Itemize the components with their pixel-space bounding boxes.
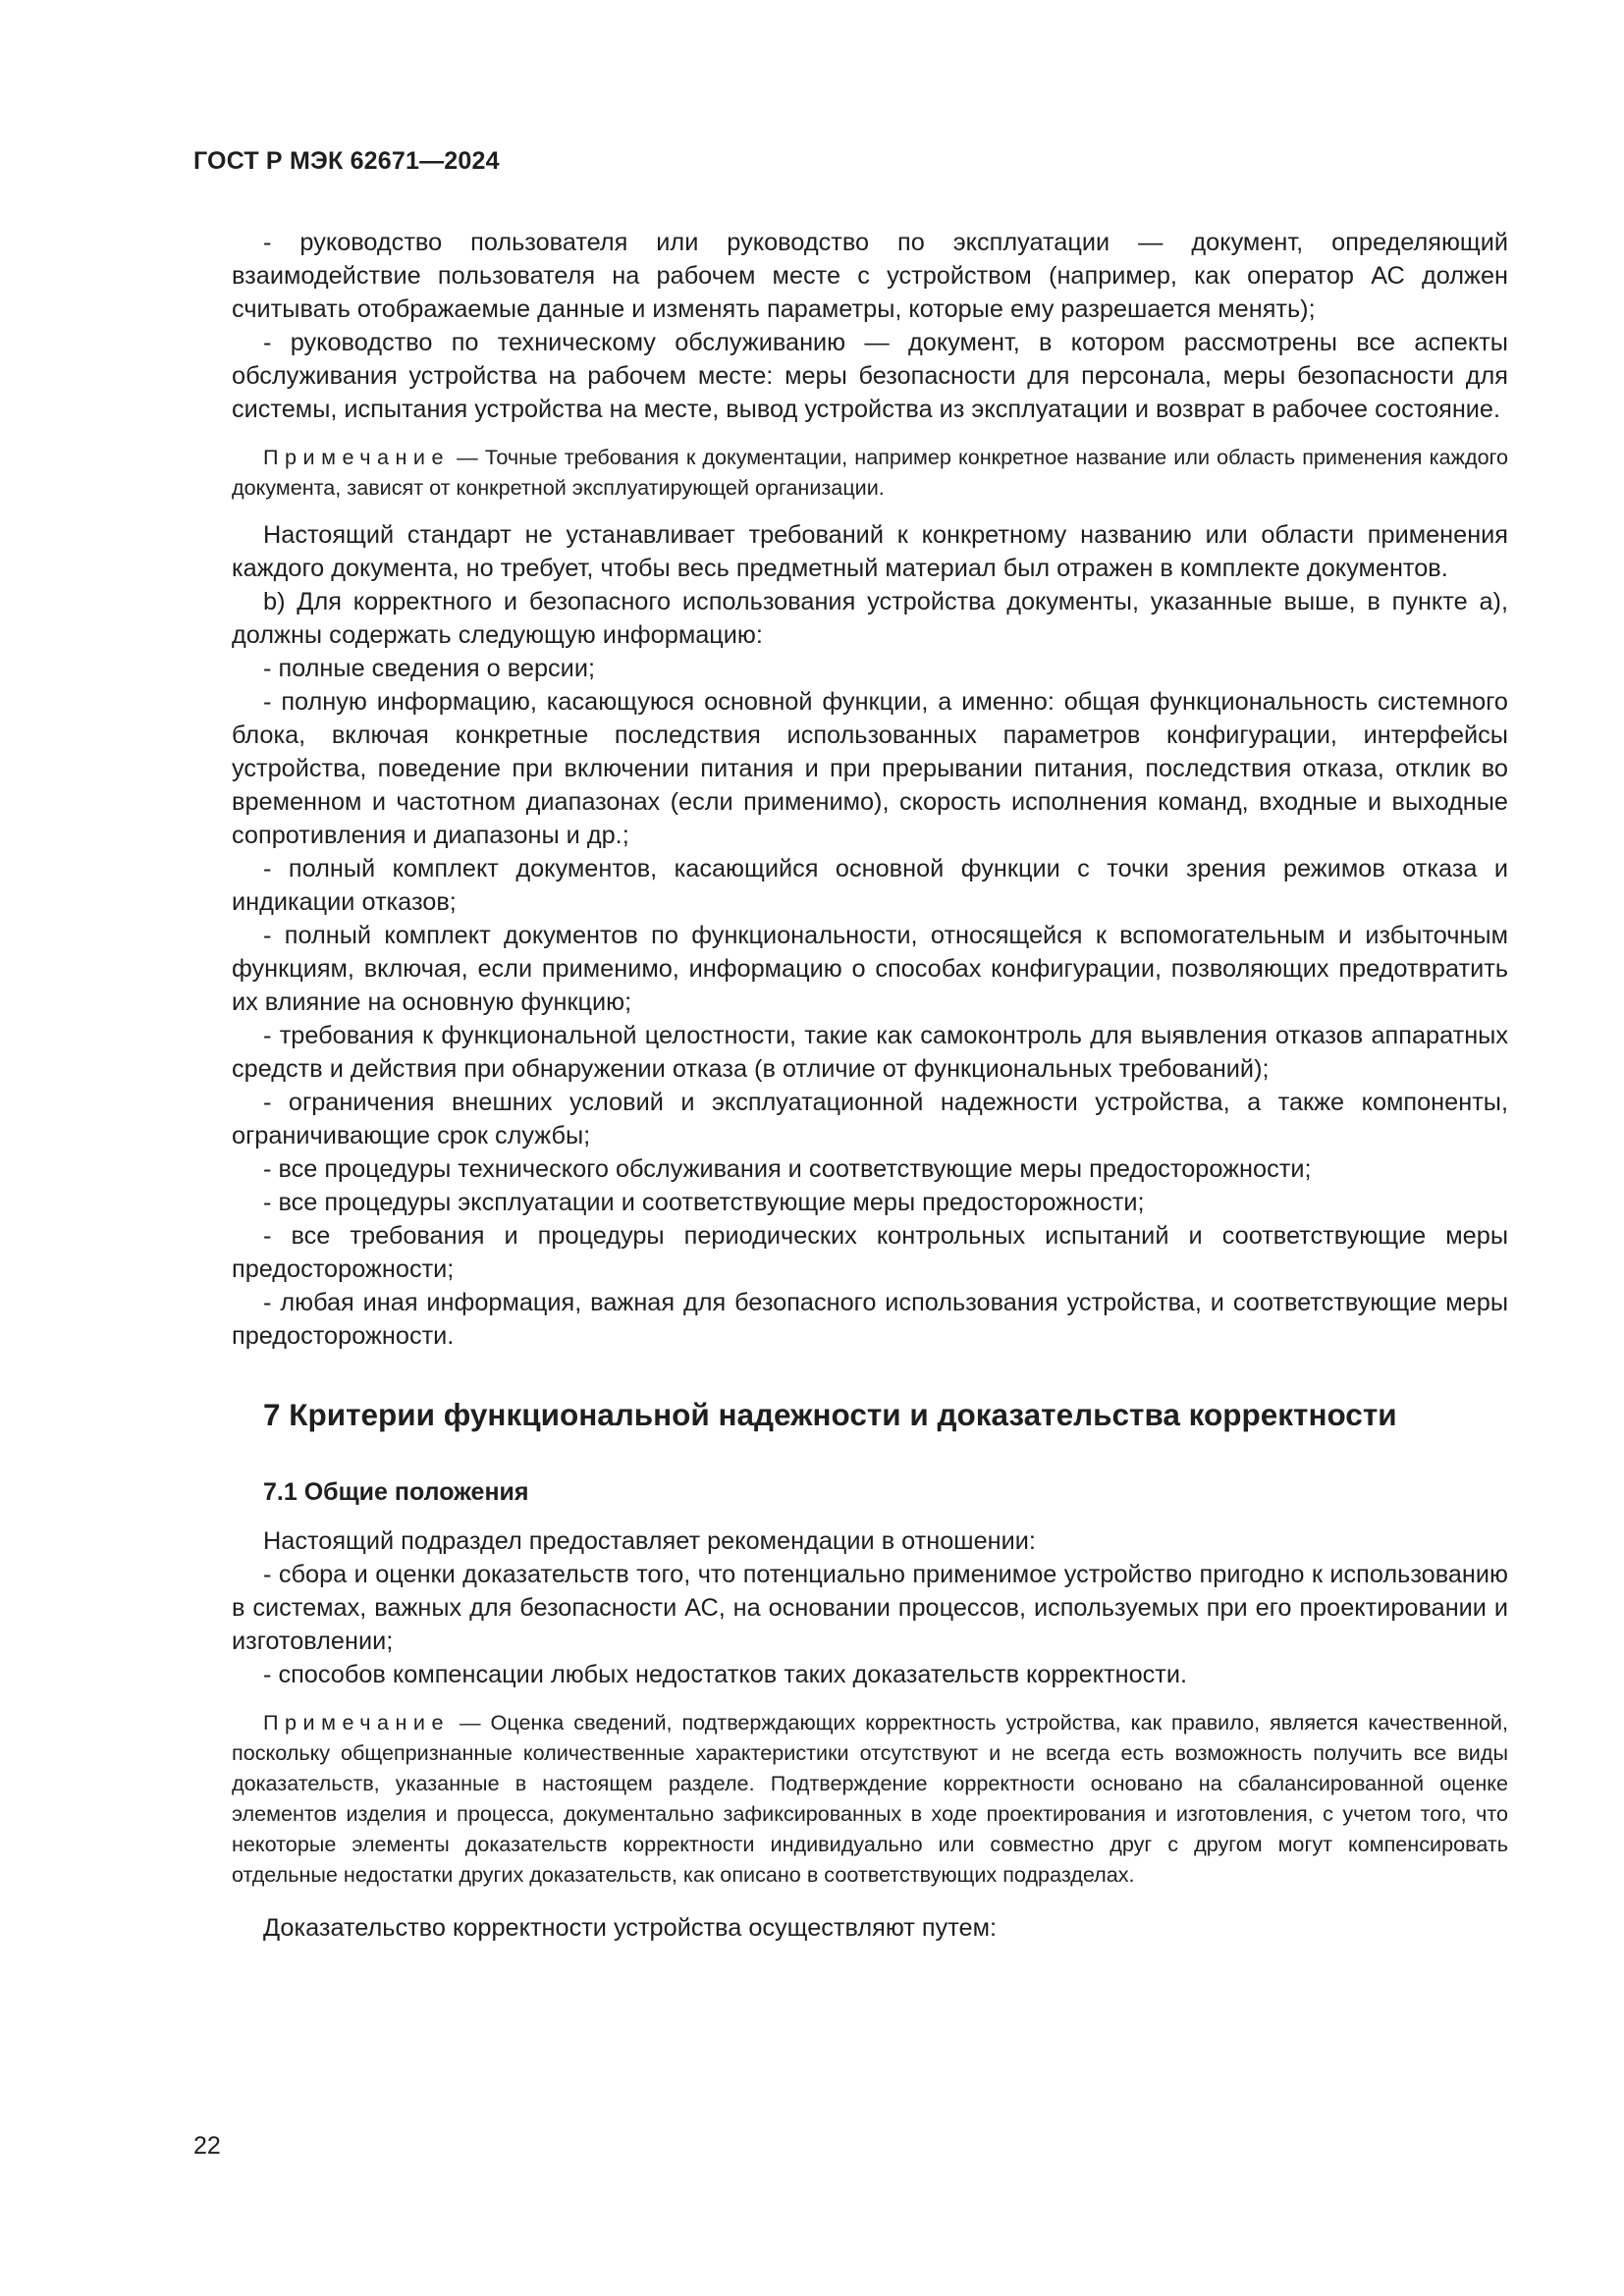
list-item: - все процедуры эксплуатации и соответствующие меры предосторожности; bbox=[263, 1189, 1145, 1216]
note bbox=[232, 442, 1508, 503]
note-label: Примечание bbox=[263, 445, 450, 469]
paragraph: Доказательство корректности устройства осуществляют путем: bbox=[263, 1914, 997, 1942]
list-item: - любая иная информация, важная для безопасного использования устройства, и соответствующие меры предосторожности. bbox=[232, 1289, 1508, 1350]
note-text: — Оценка сведений, подтверждающих корректность устройства, как правило, является качественной, поскольку общепризнанные количественные характеристики отсутствуют и не всегда есть возможность получить все виды доказательств, указанные в настоящем разделе. Подтверждение корректности основано на сбалансированной оценке элементов изделия и процесса, документально зафиксированных в ходе проектирования и изготовления, с учетом того, что некоторые элементы доказательств корректности индивидуально или совместно друг с другом могут компенсировать отдельные недостатки других доказательств, как описано в соответствующих подразделах. bbox=[232, 1710, 1508, 1887]
paragraph: Настоящий подраздел предоставляет рекомендации в отношении: bbox=[263, 1527, 1036, 1555]
note-text: — Точные требования к документации, например конкретное название или область применения каждого документа, зависят от конкретной эксплуатирующей организации. bbox=[232, 445, 1508, 500]
list-item: - руководство по техническому обслуживанию — документ, в котором рассмотрены все аспекты обслуживания устройства на рабочем месте: меры безопасности для персонала, меры безопасности для системы, испытания устройства на месте, вывод устройства из эксплуатации и возврат в рабочее состояние. bbox=[232, 329, 1508, 423]
list-item: - все процедуры технического обслуживания и соответствующие меры предосторожности; bbox=[263, 1155, 1312, 1183]
list-item: - полный комплект документов по функциональности, относящейся к вспомогательным и избыточным функциям, включая, если применимо, информацию о способах конфигурации, позволяющих предотвратить их влияние на основную функцию; bbox=[232, 922, 1508, 1016]
list-item: - все требования и процедуры периодических контрольных испытаний и соответствующие меры предосторожности; bbox=[232, 1222, 1508, 1283]
list-item: - ограничения внешних условий и эксплуатационной надежности устройства, а также компоненты, ограничивающие срок службы; bbox=[232, 1089, 1508, 1149]
list-item: - руководство пользователя или руководство по эксплуатации — документ, определяющий взаимодействие пользователя на рабочем месте с устройством (например, как оператор АС должен считывать отображаемые данные и изменять параметры, которые ему разрешается менять); bbox=[232, 229, 1508, 323]
note-label: Примечание bbox=[263, 1710, 450, 1735]
list-item: - полные сведения о версии; bbox=[263, 655, 595, 682]
document-header: ГОСТ Р МЭК 62671—2024 bbox=[193, 147, 500, 175]
list-item: - полный комплект документов, касающийся основной функции с точки зрения режимов отказа и индикации отказов; bbox=[232, 855, 1508, 916]
document-body bbox=[232, 226, 1508, 1945]
list-item: - сбора и оценки доказательств того, что потенциально применимое устройство пригодно к использованию в системах, важных для безопасности АС, на основании процессов, используемых при его проектировании и изготовлении; bbox=[232, 1561, 1508, 1655]
section-7-heading: 7 Критерии функциональной надежности и доказательства корректности bbox=[263, 1397, 1397, 1432]
note bbox=[232, 1707, 1508, 1890]
list-item: - требования к функциональной целостности, такие как самоконтроль для выявления отказов аппаратных средств и действия при обнаружении отказа (в отличие от функциональных требований); bbox=[232, 1022, 1508, 1083]
page-number: 22 bbox=[193, 2132, 221, 2160]
section-7-1-heading: 7.1 Общие положения bbox=[263, 1478, 529, 1506]
list-item: - полную информацию, касающуюся основной функции, а именно: общая функциональность системного блока, включая конкретные последствия использованных параметров конфигурации, интерфейсы устройства, поведение при включении питания и при прерывании питания, последствия отказа, отклик во временном и частотном диапазонах (если применимо), скорость исполнения команд, входные и выходные сопротивления и диапазоны и др.; bbox=[232, 688, 1508, 849]
paragraph: Настоящий стандарт не устанавливает требований к конкретному названию или области применения каждого документа, но требует, чтобы весь предметный материал был отражен в комплекте документов. bbox=[232, 521, 1508, 582]
paragraph: b) Для корректного и безопасного использования устройства документы, указанные выше, в пункте а), должны содержать следующую информацию: bbox=[232, 588, 1508, 649]
list-item: - способов компенсации любых недостатков таких доказательств корректности. bbox=[263, 1661, 1188, 1688]
